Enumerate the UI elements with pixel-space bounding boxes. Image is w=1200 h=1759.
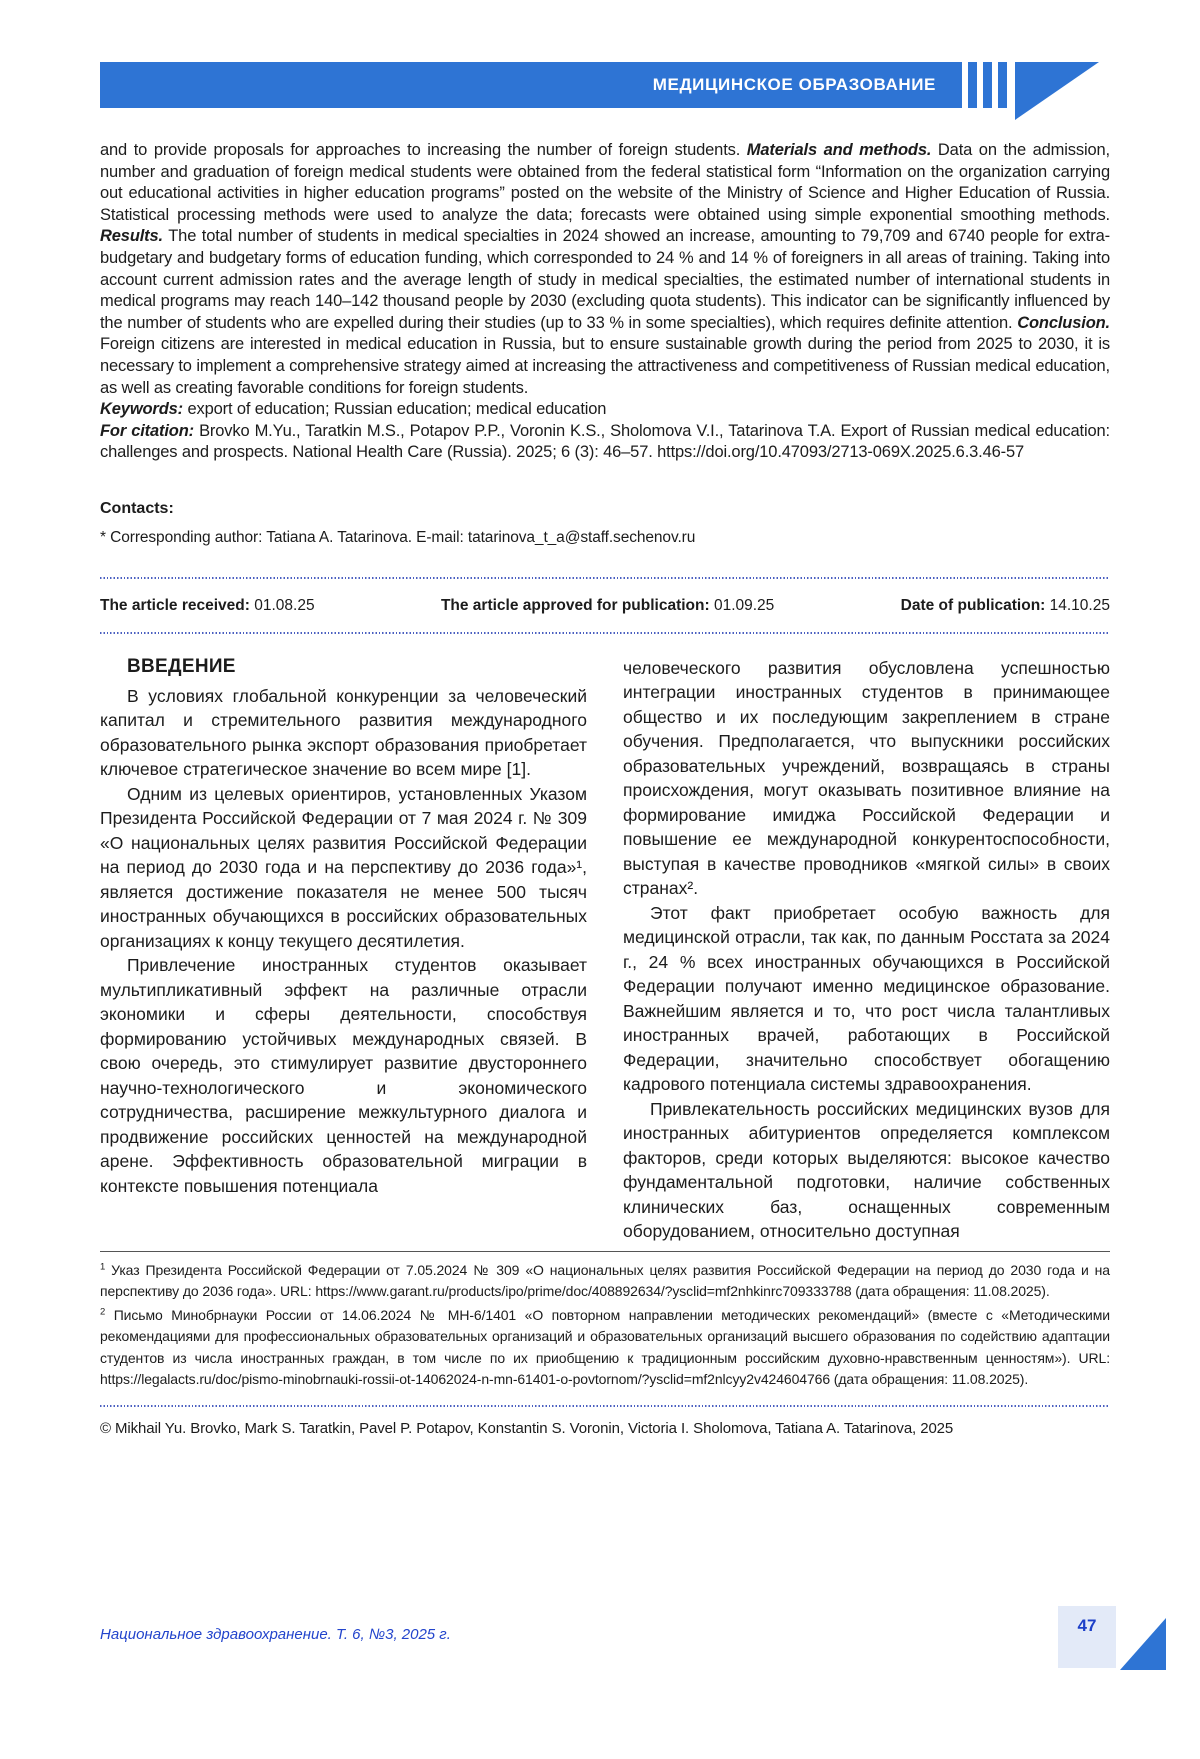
date-received-value: 01.08.25: [249, 596, 315, 614]
abstract-paragraph: [100, 140, 1110, 399]
introduction-heading: ВВЕДЕНИЕ: [127, 655, 236, 677]
citation-line: [100, 421, 1110, 464]
dotted-separator-dates: [100, 632, 1110, 634]
footnote-rule: [100, 1251, 1110, 1252]
body-paragraph: Привлечение иностранных студентов оказывает мультипликативный эффект на различные отрасли экономики и сферы деятельности, способствуя формированию устойчивых международных связей. В свою очередь, это стимулирует развитие двустороннего научно-технологического и экономического сотрудничества, расширение межкультурного диалога и продвижение российских ценностей на международной арене. Эффективность образовательной миграции в контексте повышения потенциала: [100, 955, 587, 1196]
article-body-columns: [100, 656, 1110, 1244]
corresponding-author-line: * Corresponding author: Tatiana A. Tatarinova. E-mail: tatarinova_t_a@staff.sechenov.ru: [100, 528, 696, 546]
journal-footer-title: Национальное здравоохранение. Т. 6, №3, 2025 г.: [100, 1626, 451, 1643]
conclusion-label: Conclusion.: [1017, 313, 1110, 332]
footer-corner-decoration: [1120, 1618, 1166, 1670]
page-number: 47: [1077, 1616, 1097, 1635]
contacts-heading: Contacts:: [100, 499, 174, 517]
copyright-line: © Mikhail Yu. Brovko, Mark S. Taratkin, Pavel P. Potapov, Konstantin S. Voronin, Victoria I. Sholomova, Tatiana A. Tatarinova, 2025: [100, 1419, 954, 1437]
article-dates-row: [100, 595, 1110, 617]
footnote-2: [100, 1305, 1110, 1391]
banner-stripe-2: [983, 62, 992, 108]
banner-stripe-1: [968, 62, 977, 108]
dotted-separator-top: [100, 577, 1110, 579]
date-published-value: 14.10.25: [1045, 596, 1110, 614]
date-published: [901, 595, 1110, 617]
abstract-text-intro: and to provide proposals for approaches to increasing the number of foreign students.: [100, 141, 747, 159]
date-approved: [441, 595, 774, 617]
body-paragraph: Этот факт приобретает особую важность для медицинской отрасли, так как, по данным Росстата за 2024 г., 24 % всех иностранных обучающихся в Российской Федерации получают именно медицинское образование. Важнейшим является и то, что рост числа талантливых иностранных врачей, работающих в Российской Федерации, значительно способствует обогащению кадрового потенциала системы здравоохранения.: [623, 902, 1110, 1095]
footnote-1-marker: 1: [100, 1261, 106, 1273]
abstract-text-conclusion: Foreign citizens are interested in medical education in Russia, but to ensure sustainable growth during the period from 2025 to 2030, it is necessary to implement a comprehensive strategy aimed at increasing the attractiveness and competitiveness of Russian medical education, as well as creating favorable conditions for foreign students.: [100, 335, 1110, 397]
abstract-text-materials: Data on the admission, number and graduation of foreign medical students were obtained from the federal statistical form “Information on the organization carrying out educational activities in higher education programs” posted on the website of the Ministry of Science and Higher Education of Russia. Statistical processing methods were used to analyze the data; forecasts were obtained using simple exponential smoothing methods.: [100, 141, 1110, 224]
body-paragraph: В условиях глобальной конкуренции за человеческий капитал и стремительного развития международного образовательного рынка экспорт образования приобретает ключевое стратегическое значение во всем мире [1].: [100, 685, 587, 780]
footnote-2-text: Письмо Минобрнауки России от 14.06.2024 № МН-6/1401 «О повторном направлении методических рекомендаций» (вместе с «Методическими рекомендациями для профессиональных образовательных организаций и образовательных организаций высшего образования по содействию адаптации студентов из числа иностранных граждан, в том числе по их приобщению к традиционным российским духовно-нравственным ценностям»). URL: https://legalacts.ru/doc/pismo-minobrnauki-rossii-ot-14062024-n-mn-61401-o-povtornom/?ysclid=mf2nlcyy2v424604766 (дата обращения: 11.08.2025).: [100, 1306, 1111, 1388]
left-column: [100, 656, 587, 1244]
body-paragraph: Привлекательность российских медицинских вузов для иностранных абитуриентов определяется комплексом факторов, среди которых выделяются: высокое качество фундаментальной подготовки, наличие собственных клинических баз, оснащенных современным оборудованием, относительно доступная: [623, 1098, 1110, 1242]
date-approved-value: 01.09.25: [709, 596, 775, 614]
citation-text: Brovko M.Yu., Taratkin M.S., Potapov P.P., Voronin K.S., Sholomova V.I., Tatarinova T.A. Export of Russian medical education: challenges and prospects. National Health Care (Russia). 2025; 6 (3): 46–57. https://doi.org/10.47093/2713-069X.2025.6.3.46-57: [100, 421, 1110, 462]
keywords-text: export of education; Russian education; medical education: [183, 400, 607, 419]
date-published-label: Date of publication:: [900, 596, 1046, 614]
footnote-1-text: Указ Президента Российской Федерации от 7.05.2024 № 309 «О национальных целях развития Российской Федерации на период до 2030 года и на перспективу до 2036 года». URL: https://www.garant.ru/products/ipo/prime/doc/408892634/?ysclid=mf2nhkinrc709333788 (дата обращения: 11.08.2025).: [100, 1261, 1110, 1300]
contacts-block: [100, 500, 1110, 547]
footnotes-block: [100, 1260, 1110, 1391]
date-received: [100, 595, 315, 617]
keywords-label: Keywords:: [100, 400, 184, 419]
page-number-box: [1058, 1606, 1116, 1668]
body-paragraph: Одним из целевых ориентиров, установленных Указом Президента Российской Федерации от 7 мая 2024 г. № 309 «О национальных целях развития Российской Федерации на период до 2030 года и на перспективу до 2036 года»¹, является достижение показателя не менее 500 тысяч иностранных обучающихся в российских образовательных организациях к концу текущего десятилетия.: [100, 783, 587, 951]
journal-page: [0, 62, 1200, 1759]
materials-and-methods-label: Materials and methods.: [746, 141, 932, 159]
results-label: Results.: [100, 227, 163, 246]
footnote-2-marker: 2: [100, 1306, 106, 1318]
section-banner: [100, 62, 962, 108]
body-paragraph: человеческого развития обусловлена успешностью интеграции иностранных студентов в принимающее общество и их последующим закреплением в стране обучения. Предполагается, что выпускники российских образовательных учреждений, возвращаясь в страны происхождения, могут оказывать позитивное влияние на формирование имиджа Российской Федерации и повышение ее международной конкурентоспособности, выступая в качестве проводников «мягкой силы» в своих странах².: [623, 657, 1110, 899]
page-content: [100, 140, 1110, 1437]
keywords-line: [100, 399, 1110, 421]
abstract-text-results: The total number of students in medical specialties in 2024 showed an increase, amounting to 79,709 and 6740 people for extra-budgetary and budgetary forms of education funding, which corresponded to 24 % and 14 % of foreigners in all areas of training. Taking into account current admission rates and the average length of study in medical specialties, the estimated number of international students in medical programs may reach 140–142 thousand people by 2030 (excluding quota students). This indicator can be significantly influenced by the number of students who are expelled during their studies (up to 33 % in some specialties), which requires definite attention.: [100, 227, 1110, 332]
dotted-separator-bottom: [100, 1405, 1110, 1407]
for-citation-label: For citation:: [100, 421, 195, 440]
header-banner: [100, 62, 1200, 108]
date-received-label: The article received:: [100, 596, 250, 614]
footnote-1: [100, 1260, 1110, 1303]
section-title: МЕДИЦИНСКОЕ ОБРАЗОВАНИЕ: [652, 75, 936, 94]
banner-stripe-3: [998, 62, 1007, 108]
right-column: [623, 656, 1110, 1244]
banner-corner-decoration: [1015, 62, 1099, 120]
date-approved-label: The article approved for publication:: [440, 596, 710, 614]
